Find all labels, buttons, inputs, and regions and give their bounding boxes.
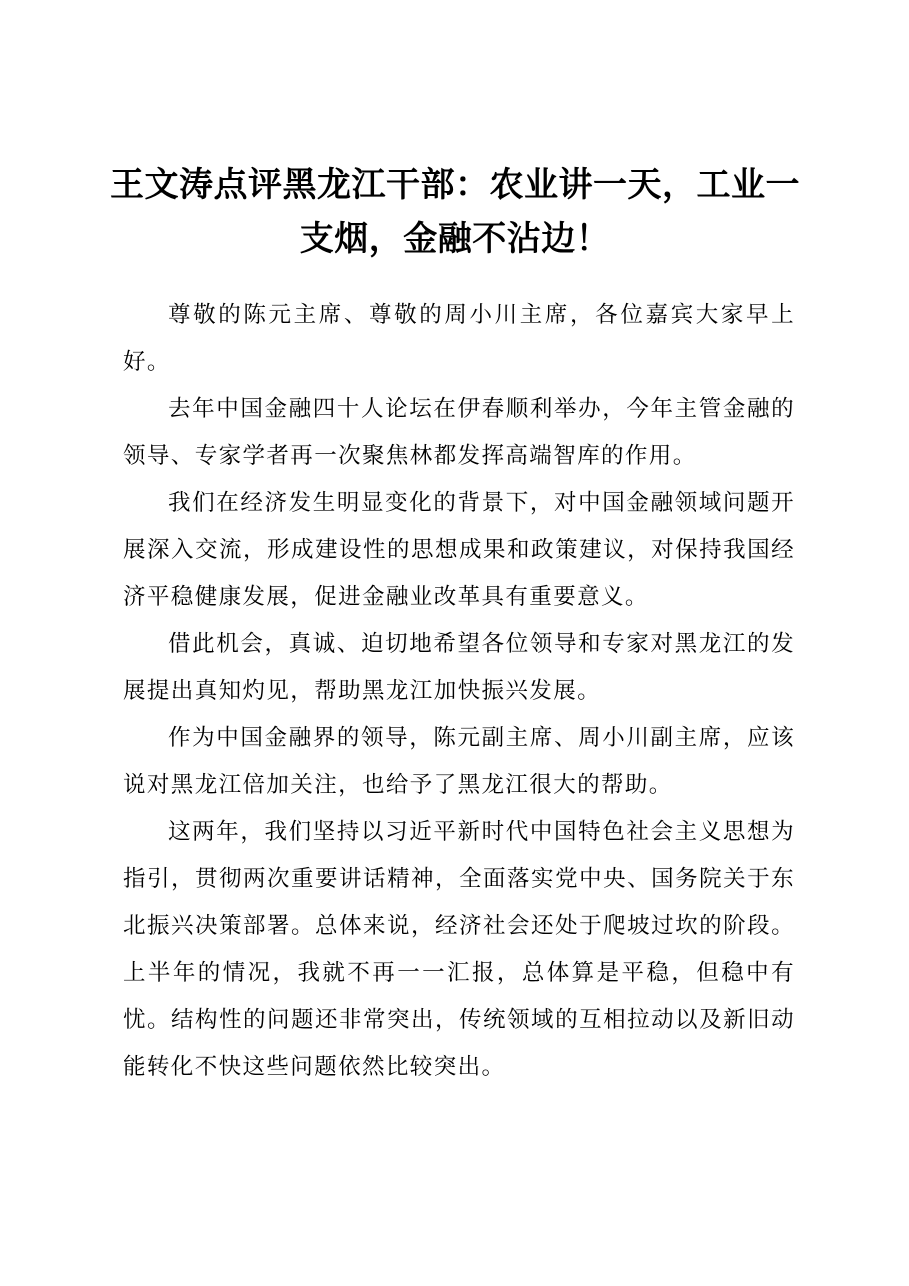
paragraph: 作为中国金融界的领导，陈元副主席、周小川副主席，应该说对黑龙江倍加关注，也给予了黑龙江很大的帮助。: [123, 725, 795, 798]
paragraph: 去年中国金融四十人论坛在伊春顺利举办，今年主管金融的领导、专家学者再一次聚焦林都发挥高端智库的作用。: [123, 396, 795, 469]
document-title: 王文涛点评黑龙江干部：农业讲一天，工业一支烟，金融不沾边！: [110, 165, 800, 259]
paragraph: 这两年，我们坚持以习近平新时代中国特色社会主义思想为指引，贯彻两次重要讲话精神，全面落实党中央、国务院关于东北振兴决策部署。总体来说，经济社会还处于爬坡过坎的阶段。上半年的情况，我就不再一一汇报，总体算是平稳，但稳中有忧。结构性的问题还非常突出，传统领域的互相拉动以及新旧动能转化不快这些问题依然比较突出。: [123, 819, 795, 1080]
document-body: [123, 292, 795, 1091]
paragraph: 尊敬的陈元主席、尊敬的周小川主席，各位嘉宾大家早上好。: [123, 302, 795, 375]
paragraph: 借此机会，真诚、迫切地希望各位领导和专家对黑龙江的发展提出真知灼见，帮助黑龙江加快振兴发展。: [123, 631, 795, 704]
paragraph: 我们在经济发生明显变化的背景下，对中国金融领域问题开展深入交流，形成建设性的思想成果和政策建议，对保持我国经济平稳健康发展，促进金融业改革具有重要意义。: [123, 490, 795, 610]
